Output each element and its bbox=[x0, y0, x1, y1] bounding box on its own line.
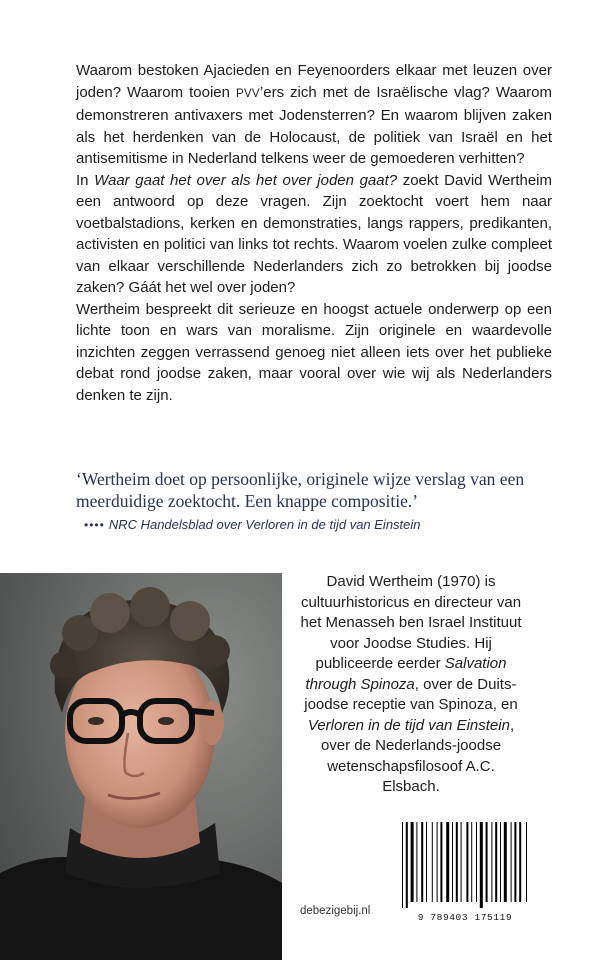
book-title-2: Verloren in de tijd van Einstein bbox=[307, 716, 510, 734]
quote-source-title: Verloren in de tijd van Einstein bbox=[245, 517, 421, 532]
isbn-number: 9 789403 175119 bbox=[417, 912, 513, 923]
barcode-bar bbox=[471, 822, 472, 902]
barcode-bar bbox=[432, 822, 433, 902]
barcode-bar bbox=[416, 822, 417, 902]
barcode-bar bbox=[504, 822, 507, 902]
quote-source: NRC Handelsblad bbox=[108, 517, 213, 532]
barcode-bar bbox=[480, 822, 483, 908]
barcode-bar bbox=[411, 822, 414, 902]
barcode-bar bbox=[466, 822, 468, 902]
barcode-bar bbox=[514, 822, 516, 902]
description-paragraph-1: Waarom bestoken Ajacieden en Feyenoorders elkaar met leuzen over joden? Waarom tooien PVV’ers zich met de Israëlische vlag? Waarom demonstreren antivaxers met Jodensterren? En waarom blijven zaken als het herdenken van de Holocaust, de politiek van Israël en het antisemitisme in Nederland telkens weer de gemoederen verhitten? bbox=[76, 62, 552, 167]
barcode-bar bbox=[452, 822, 453, 902]
back-cover-description bbox=[76, 60, 552, 406]
quote-attribution: •••• NRC Handelsblad over Verloren in de tijd van Einstein bbox=[84, 517, 421, 532]
barcode-bar bbox=[486, 822, 488, 902]
review-quote: ‘Wertheim doet op persoonlijke, originele wijze verslag van een meerduidige zoektocht. Een knappe compositie.’ bbox=[76, 469, 525, 511]
barcode-bar bbox=[406, 822, 408, 908]
barcode-bar bbox=[421, 822, 423, 902]
barcode-bar bbox=[440, 822, 442, 902]
book-title: Waar gaat het over als het over joden gaat? bbox=[94, 171, 398, 189]
barcode-bar bbox=[446, 822, 449, 902]
author-photo bbox=[0, 573, 282, 960]
barcode-bar bbox=[526, 822, 527, 902]
description-paragraph-2: In Waar gaat het over als het over joden gaat? zoekt David Wertheim een antwoord op deze vragen. Zijn zoektocht voert hem naar voetbalstadions, kerken en demonstraties, langs rappers, predikanten, activisten en politici van links tot rechts. Waarom voelen zulke compleet van elkaar verschillende Nederlanders zich zo betrokken bij joodse zaken? Gáát het wel over joden? bbox=[76, 171, 552, 296]
barcode-bar bbox=[456, 822, 458, 902]
barcode-bar bbox=[519, 822, 521, 902]
barcode-bar bbox=[511, 822, 512, 902]
bullet-dots: •••• bbox=[84, 518, 105, 532]
party-abbreviation: PVV bbox=[235, 87, 260, 100]
barcode-bar bbox=[426, 822, 427, 902]
barcode-bar bbox=[437, 822, 438, 902]
barcode-bar bbox=[461, 822, 462, 902]
barcode-bar bbox=[500, 822, 501, 902]
book-title-1: Salvation through Spinoza bbox=[305, 655, 507, 693]
description-paragraph-3: Wertheim bespreekt dit serieuze en hoogst actuele onderwerp op een lichte toon en wars van moralisme. Zijn originele en waardevolle inzichten zeggen verrassend genoeg niet alleen iets over het publieke debat rond joodse zaken, maar vooral over wie wij als Nederlanders denken te zijn. bbox=[76, 300, 552, 404]
barcode-bar bbox=[495, 822, 497, 902]
publisher-website[interactable]: debezigebij.nl bbox=[300, 905, 371, 917]
barcode-bar bbox=[476, 822, 477, 902]
author-bio: David Wertheim (1970) is cultuurhistoricus en directeur van het Menasseh ben Israel Instituut voor Joodse Studies. Hij publiceerde eerder Salvation through Spinoza, over de Duits-joodse receptie van Spinoza, en Verloren in de tijd van Einstein, over de Nederlands-joodse wetenschapsfilosoof A.C. Elsbach. bbox=[300, 573, 522, 795]
barcode-bar bbox=[402, 822, 403, 908]
barcode-bar bbox=[491, 822, 492, 902]
